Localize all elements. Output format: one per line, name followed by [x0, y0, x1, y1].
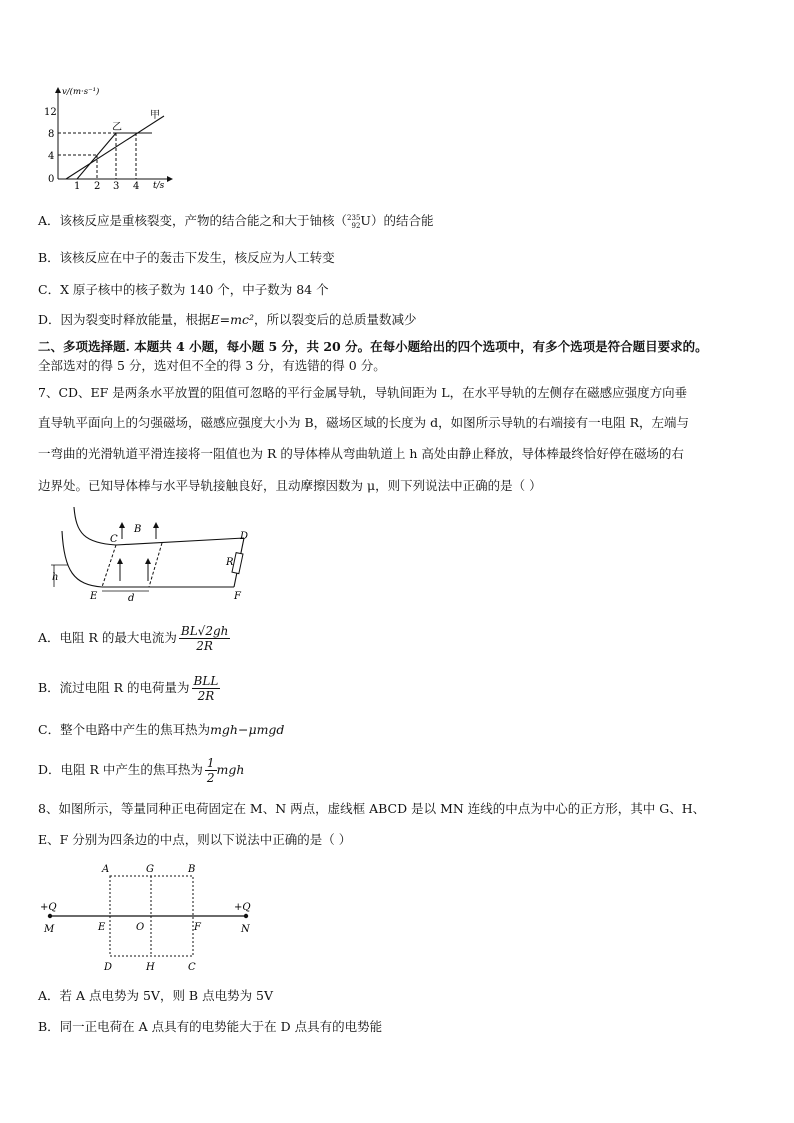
velocity-time-graph — [40, 82, 180, 192]
label-C: C — [188, 962, 196, 973]
q6-option-d-pre: D．因为裂变时释放能量，根据 — [38, 312, 211, 327]
label-plus-q-left: +Q — [40, 902, 57, 913]
label-B: B — [134, 524, 142, 535]
label-G: G — [146, 864, 154, 875]
rail-figure — [44, 503, 256, 603]
q8-option-b: B．同一正电荷在 A 点具有的电势能大于在 D 点具有的电势能 — [38, 1019, 383, 1034]
q6-option-d-post: ，所以裂变后的总质量数减少 — [254, 312, 417, 327]
y-tick-12: 12 — [44, 107, 57, 118]
q8-stem-line2: E、F 分别为四条边的中点，则以下说法中正确的是（ ） — [38, 832, 352, 847]
q6-option-a-end: ）的结合能 — [370, 213, 434, 228]
q7-stem-line3: 一弯曲的光滑轨道平滑连接将一阻值也为 R 的导体棒从弯曲轨道上 h 高处由静止释放，导体棒最终恰好停在磁场的右 — [38, 446, 684, 461]
label-C: C — [110, 534, 118, 545]
fraction-numerator: BL√2gh — [180, 624, 229, 638]
q7-option-a-text: A．电阻 R 的最大电流为 — [38, 630, 177, 645]
label-d: d — [128, 593, 135, 603]
q7-stem-line4: 边界处。已知导体棒与水平导轨接触良好，且动摩擦因数为 μ，则下列说法中正确的是（ ） — [38, 478, 542, 493]
fraction-numerator: BLL — [193, 674, 219, 688]
label-D: D — [104, 962, 113, 973]
label-D: D — [240, 531, 249, 542]
q7-stem-line2: 直导轨平面向上的匀强磁场，磁感应强度大小为 B，磁场区域的长度为 d，如图所示导轨的右端接有一电阻 R，左端与 — [38, 415, 690, 430]
q8-stem-line1: 8、如图所示，等量同种正电荷固定在 M、N 两点，虚线框 ABCD 是以 MN 连线的中点为中心的正方形，其中 G、H、 — [38, 801, 706, 816]
q7-option-a-fraction — [179, 624, 230, 653]
label-R: R — [226, 557, 234, 568]
uranium-nuclide — [347, 214, 360, 230]
label-plus-q-right: +Q — [234, 902, 251, 913]
x-tick-1: 1 — [74, 181, 81, 192]
section2-line1: 二、多项选择题. 本题共 4 小题，每小题 5 分，共 20 分。在每小题给出的四个选项中，有多个选项是符合题目要求的。 — [38, 339, 708, 354]
series-label-jia: 甲 — [150, 110, 160, 121]
y-axis-label: v/(m·s⁻¹) — [62, 87, 100, 97]
fraction-denominator: 2R — [197, 689, 215, 703]
q6-option-c: C．X 原子核中的核子数为 140 个，中子数为 84 个 — [38, 282, 329, 297]
mass-energy-formula: E=mc² — [210, 312, 254, 327]
q6-option-a — [38, 213, 433, 230]
uranium-atomic-number: 92 — [351, 221, 361, 230]
q7-option-b-fraction — [192, 674, 221, 703]
q7-option-b — [38, 670, 220, 706]
y-tick-0: 0 — [48, 174, 55, 185]
label-H: H — [146, 962, 155, 973]
uranium-mass-number: 235 — [347, 213, 361, 222]
y-tick-8: 8 — [48, 129, 55, 140]
label-N: N — [241, 924, 250, 935]
y-tick-4: 4 — [48, 151, 55, 162]
label-h: h — [52, 572, 59, 583]
fraction-numerator: 1 — [206, 756, 215, 770]
q7-option-c — [38, 722, 284, 738]
label-F: F — [194, 922, 201, 933]
q6-option-a-text: A．该核反应是重核裂变，产物的结合能之和大于铀核（ — [38, 213, 348, 228]
uranium-symbol: U — [360, 213, 371, 228]
label-A: A — [102, 864, 110, 875]
q7-option-d-text: D．电阻 R 中产生的焦耳热为 — [38, 762, 203, 777]
label-B: B — [188, 864, 196, 875]
label-E: E — [90, 591, 98, 602]
q8-option-a: A．若 A 点电势为 5V，则 B 点电势为 5V — [38, 988, 274, 1003]
x-tick-4: 4 — [133, 181, 140, 192]
q6-option-b: B．该核反应在中子的轰击下发生，核反应为人工转变 — [38, 250, 335, 265]
q6-option-d — [38, 312, 417, 328]
q7-option-c-formula: mgh−μmgd — [210, 722, 285, 737]
x-tick-3: 3 — [113, 181, 120, 192]
label-E: E — [98, 922, 106, 933]
q7-option-d — [38, 752, 244, 788]
x-tick-2: 2 — [94, 181, 101, 192]
q7-option-d-fraction — [205, 756, 217, 785]
series-label-yi: 乙 — [112, 122, 122, 133]
label-O: O — [136, 922, 145, 933]
fraction-denominator: 2 — [206, 771, 215, 785]
q7-stem-line1: 7、CD、EF 是两条水平放置的阻值可忽略的平行金属导轨，导轨间距为 L，在水平导轨的左侧存在磁感应强度方向垂 — [38, 385, 688, 400]
label-F: F — [234, 591, 241, 602]
q7-option-c-text: C．整个电路中产生的焦耳热为 — [38, 722, 211, 737]
q7-option-d-formula: mgh — [216, 762, 245, 777]
charges-figure — [38, 860, 258, 975]
fraction-denominator: 2R — [196, 639, 213, 653]
q7-option-b-text: B．流过电阻 R 的电荷量为 — [38, 680, 190, 695]
label-M: M — [44, 924, 55, 935]
q7-option-a — [38, 620, 230, 656]
section2-line2: 全部选对的得 5 分，选对但不全的得 3 分，有选错的得 0 分。 — [38, 358, 386, 373]
x-axis-label: t/s — [153, 181, 165, 191]
